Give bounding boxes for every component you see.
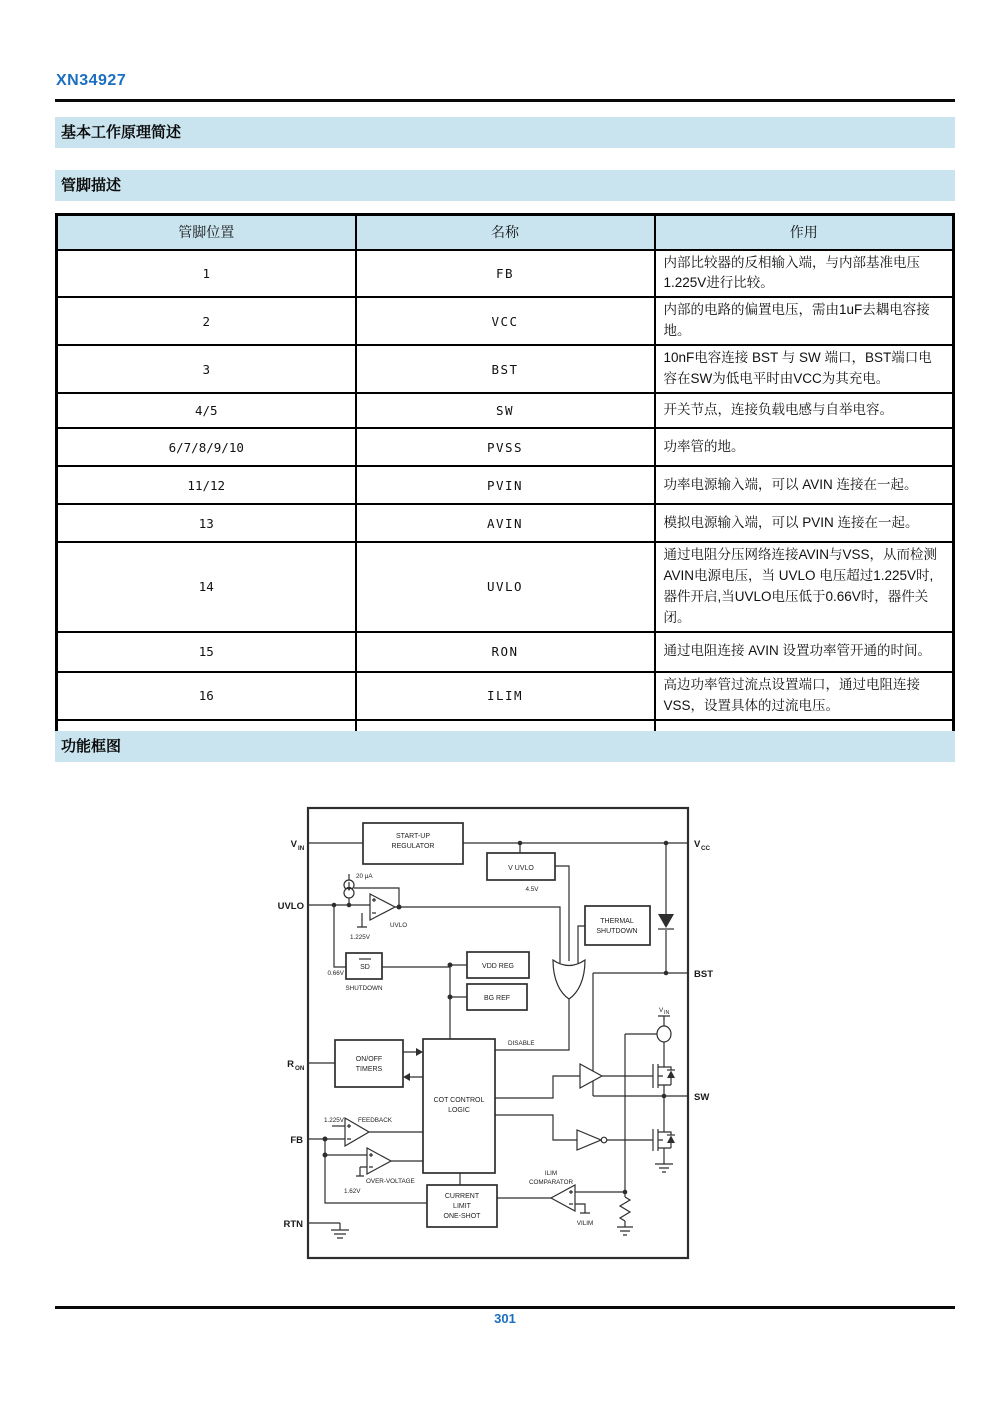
sd-threshold-label: 0.66V: [327, 970, 344, 977]
uvlo-ref-label: 1.225V: [350, 934, 370, 941]
pin-pos-cell: 11/12: [57, 466, 356, 504]
pin-name-cell: AVIN: [356, 504, 655, 542]
pin-table-header-row: [57, 215, 954, 250]
ilim-comparator-label-2: COMPARATOR: [528, 1179, 574, 1186]
table-row: [57, 393, 954, 428]
diagram-wires: [308, 843, 688, 1230]
pin-label-sw: SW: [694, 1092, 710, 1103]
pin-name-cell: ILIM: [356, 672, 655, 720]
pin-label-fb: FB: [290, 1135, 303, 1146]
vuvlo-threshold-label: 4.5V: [525, 886, 539, 893]
table-row: [57, 297, 954, 345]
highside-mosfet-icon: [653, 1064, 675, 1088]
bg-ref-label: BG REF: [483, 995, 511, 1002]
oneshot-label-1: CURRENT: [444, 1193, 480, 1200]
highside-driver-buffer-icon: [580, 1064, 602, 1088]
table-row: [57, 428, 954, 466]
onoff-timers-block: [335, 1040, 403, 1087]
arrow-right-icon: [416, 1048, 423, 1056]
pin-desc-cell: 模拟电源输入端，可以 PVIN 连接在一起。: [655, 504, 954, 542]
pin-desc-cell: 内部比较器的反相输入端，与内部基准电压1.225V进行比较。: [655, 250, 954, 298]
col-header-name: 名称: [356, 215, 655, 250]
inner-vin-label: V: [659, 1007, 664, 1014]
ground-symbol: [331, 1230, 349, 1238]
pin-label-vin: V: [290, 839, 297, 850]
pin-desc-cell: 开关节点，连接负载电感与自举电容。: [655, 393, 954, 428]
resistor-icon: [620, 1197, 630, 1221]
arrow-left-icon: [403, 1073, 410, 1081]
pin-label-ron: R: [287, 1059, 294, 1070]
section-overview-heading: 基本工作原理简述: [55, 117, 955, 148]
pin-desc-cell: 10nF电容连接 BST 与 SW 端口，BST端口电容在SW为低电平时由VCC为其充电。: [655, 345, 954, 393]
thermal-shutdown-block: [585, 906, 650, 945]
highside-sense-source-icon: [657, 1026, 671, 1042]
vdd-reg-label: VDD REG: [482, 963, 514, 970]
table-row: [57, 672, 954, 720]
thermal-shutdown-label-1: THERMAL: [600, 918, 634, 925]
diode-icon: [658, 914, 674, 929]
disable-label: DISABLE: [508, 1040, 535, 1047]
cot-control-logic-block: [423, 1039, 495, 1173]
header-rule: [55, 99, 955, 102]
pin-pos-cell: 2: [57, 297, 356, 345]
pin-desc-cell: 通过电阻分压网络连接AVIN与VSS，从而检测AVIN电源电压，当 UVLO 电压超过1.225V时,器件开启,当UVLO电压低于0.66V时，器件关闭。: [655, 542, 954, 632]
pin-label-rtn: RTN: [283, 1219, 303, 1230]
overvoltage-comparator-icon: [367, 1148, 391, 1174]
vuvlo-label: V UVLO: [508, 865, 534, 872]
feedback-label: FEEDBACK: [358, 1117, 392, 1124]
oneshot-label-2: LIMIT: [453, 1203, 471, 1210]
pin-pos-cell: 3: [57, 345, 356, 393]
pin-label-bst: BST: [694, 969, 713, 980]
table-row: [57, 504, 954, 542]
pin-label-ron-sub: ON: [295, 1065, 305, 1072]
pin-desc-cell: 高边功率管过流点设置端口，通过电阻连接 VSS，设置具体的过流电压。: [655, 672, 954, 720]
uvlo-comp-output-label: UVLO: [390, 922, 408, 929]
pin-name-cell: VCC: [356, 297, 655, 345]
pin-pos-cell: 15: [57, 632, 356, 672]
pin-label-vin-sub: IN: [298, 845, 305, 852]
page-number: 301: [494, 1311, 516, 1326]
startup-regulator-label-2: REGULATOR: [391, 843, 435, 850]
page-title: XN34927: [56, 72, 127, 89]
functional-block-diagram: [260, 790, 735, 1275]
pin-pos-cell: 13: [57, 504, 356, 542]
pin-label-uvlo: UVLO: [277, 901, 304, 912]
ilim-comparator-icon: [551, 1185, 575, 1211]
pin-pos-cell: 16: [57, 672, 356, 720]
onoff-timers-label-2: TIMERS: [355, 1066, 383, 1073]
ground-symbol: [617, 1227, 633, 1235]
pin-desc-cell: 功率电源输入端，可以 AVIN 连接在一起。: [655, 466, 954, 504]
onoff-timers-label-1: ON/OFF: [355, 1056, 383, 1063]
table-row: [57, 466, 954, 504]
current-source-icon: [344, 880, 354, 898]
footer-rule: [55, 1306, 955, 1309]
pin-name-cell: SW: [356, 393, 655, 428]
cot-label-1: COT CONTROL: [433, 1097, 485, 1104]
section-pin-desc-heading: 管脚描述: [55, 170, 955, 201]
or-gate-icon: [553, 960, 585, 999]
pin-pos-cell: 14: [57, 542, 356, 632]
table-row: [57, 632, 954, 672]
sd-caption: SHUTDOWN: [345, 985, 383, 992]
fb-ref-label: 1.225V: [324, 1117, 344, 1124]
table-row: [57, 542, 954, 632]
table-row: [57, 345, 954, 393]
table-row: [57, 250, 954, 298]
pin-desc-cell: 通过电阻连接 AVIN 设置功率管开通的时间。: [655, 632, 954, 672]
pin-name-cell: UVLO: [356, 542, 655, 632]
pin-pos-cell: 1: [57, 250, 356, 298]
ilim-comparator-label-1: ILIM: [544, 1170, 558, 1177]
lowside-driver-inverter-icon: [577, 1130, 607, 1150]
oneshot-label-3: ONE-SHOT: [443, 1213, 481, 1220]
pin-name-cell: BST: [356, 345, 655, 393]
pin-pos-cell: 4/5: [57, 393, 356, 428]
pin-label-vcc-sub: CC: [701, 845, 711, 852]
pin-name-cell: FB: [356, 250, 655, 298]
thermal-shutdown-label-2: SHUTDOWN: [596, 928, 638, 935]
vilim-label: VILIM: [576, 1220, 594, 1227]
bias-current-label: 20 μA: [356, 873, 373, 880]
lowside-mosfet-icon: [653, 1129, 675, 1151]
col-header-function: 作用: [655, 215, 954, 250]
pin-desc-cell: 内部的电路的偏置电压，需由1uF去耦电容接地。: [655, 297, 954, 345]
cot-label-2: LOGIC: [448, 1107, 470, 1114]
section-block-diagram-heading: 功能框图: [55, 731, 955, 762]
over-voltage-label: OVER-VOLTAGE: [366, 1178, 415, 1185]
col-header-position: 管脚位置: [57, 215, 356, 250]
pin-name-cell: PVIN: [356, 466, 655, 504]
ground-symbol: [655, 1164, 673, 1172]
pin-label-vcc: V: [694, 839, 701, 850]
pin-table-container: [55, 213, 955, 761]
ov-ref-label: 1.62V: [344, 1188, 361, 1195]
pin-name-cell: PVSS: [356, 428, 655, 466]
pin-name-cell: RON: [356, 632, 655, 672]
startup-regulator-label-1: START-UP: [396, 833, 430, 840]
pin-desc-cell: 功率管的地。: [655, 428, 954, 466]
pin-pos-cell: 6/7/8/9/10: [57, 428, 356, 466]
pin-table: [55, 213, 955, 761]
sd-label: SD: [360, 964, 370, 971]
inner-vin-sub-label: IN: [664, 1010, 670, 1016]
